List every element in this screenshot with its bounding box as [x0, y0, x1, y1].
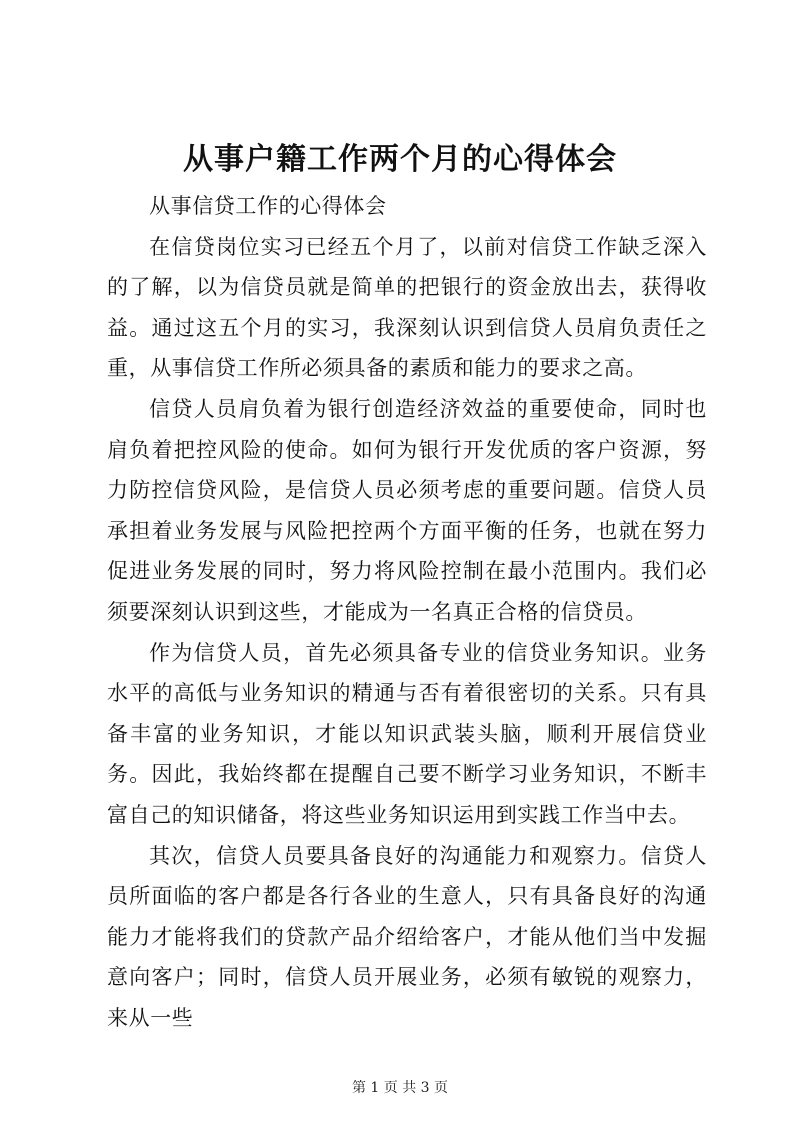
body-paragraph: 信贷人员肩负着为银行创造经济效益的重要使命，同时也肩负着把控风险的使命。如何为银行开发优质的客户资源，努力防控信贷风险，是信贷人员必须考虑的重要问题。信贷人员承担着业务发展与风险把控两个方面平衡的任务，也就在努力促进业务发展的同时，努力将风险控制在最小范围内。我们必须要深刻认识到这些，才能成为一名真正合格的信贷员。 [107, 396, 707, 624]
document-title: 从事户籍工作两个月的心得体会 [183, 142, 617, 177]
body-paragraph: 从事信贷工作的心得体会 [149, 194, 387, 218]
page-footer: 第 1 页 共 3 页 [351, 1080, 449, 1096]
document-body [107, 186, 707, 1038]
body-paragraph: 作为信贷人员，首先必须具备专业的信贷业务知识。业务水平的高低与业务知识的精通与否有着很密切的关系。只有具备丰富的业务知识，才能以知识武装头脑，顺利开展信贷业务。因此，我始终都在提醒自己要不断学习业务知识，不断丰富自己的知识储备，将这些业务知识运用到实践工作当中去。 [107, 640, 707, 827]
body-paragraph: 在信贷岗位实习已经五个月了，以前对信贷工作缺乏深入的了解，以为信贷员就是简单的把银行的资金放出去，获得收益。通过这五个月的实习，我深刻认识到信贷人员肩负责任之重，从事信贷工作所必须具备的素质和能力的要求之高。 [107, 234, 707, 381]
body-paragraph: 其次，信贷人员要具备良好的沟通能力和观察力。信贷人员所面临的客户都是各行各业的生意人，只有具备良好的沟通能力才能将我们的贷款产品介绍给客户，才能从他们当中发掘意向客户；同时，信贷人员开展业务，必须有敏锐的观察力，来从一些 [107, 843, 707, 1030]
